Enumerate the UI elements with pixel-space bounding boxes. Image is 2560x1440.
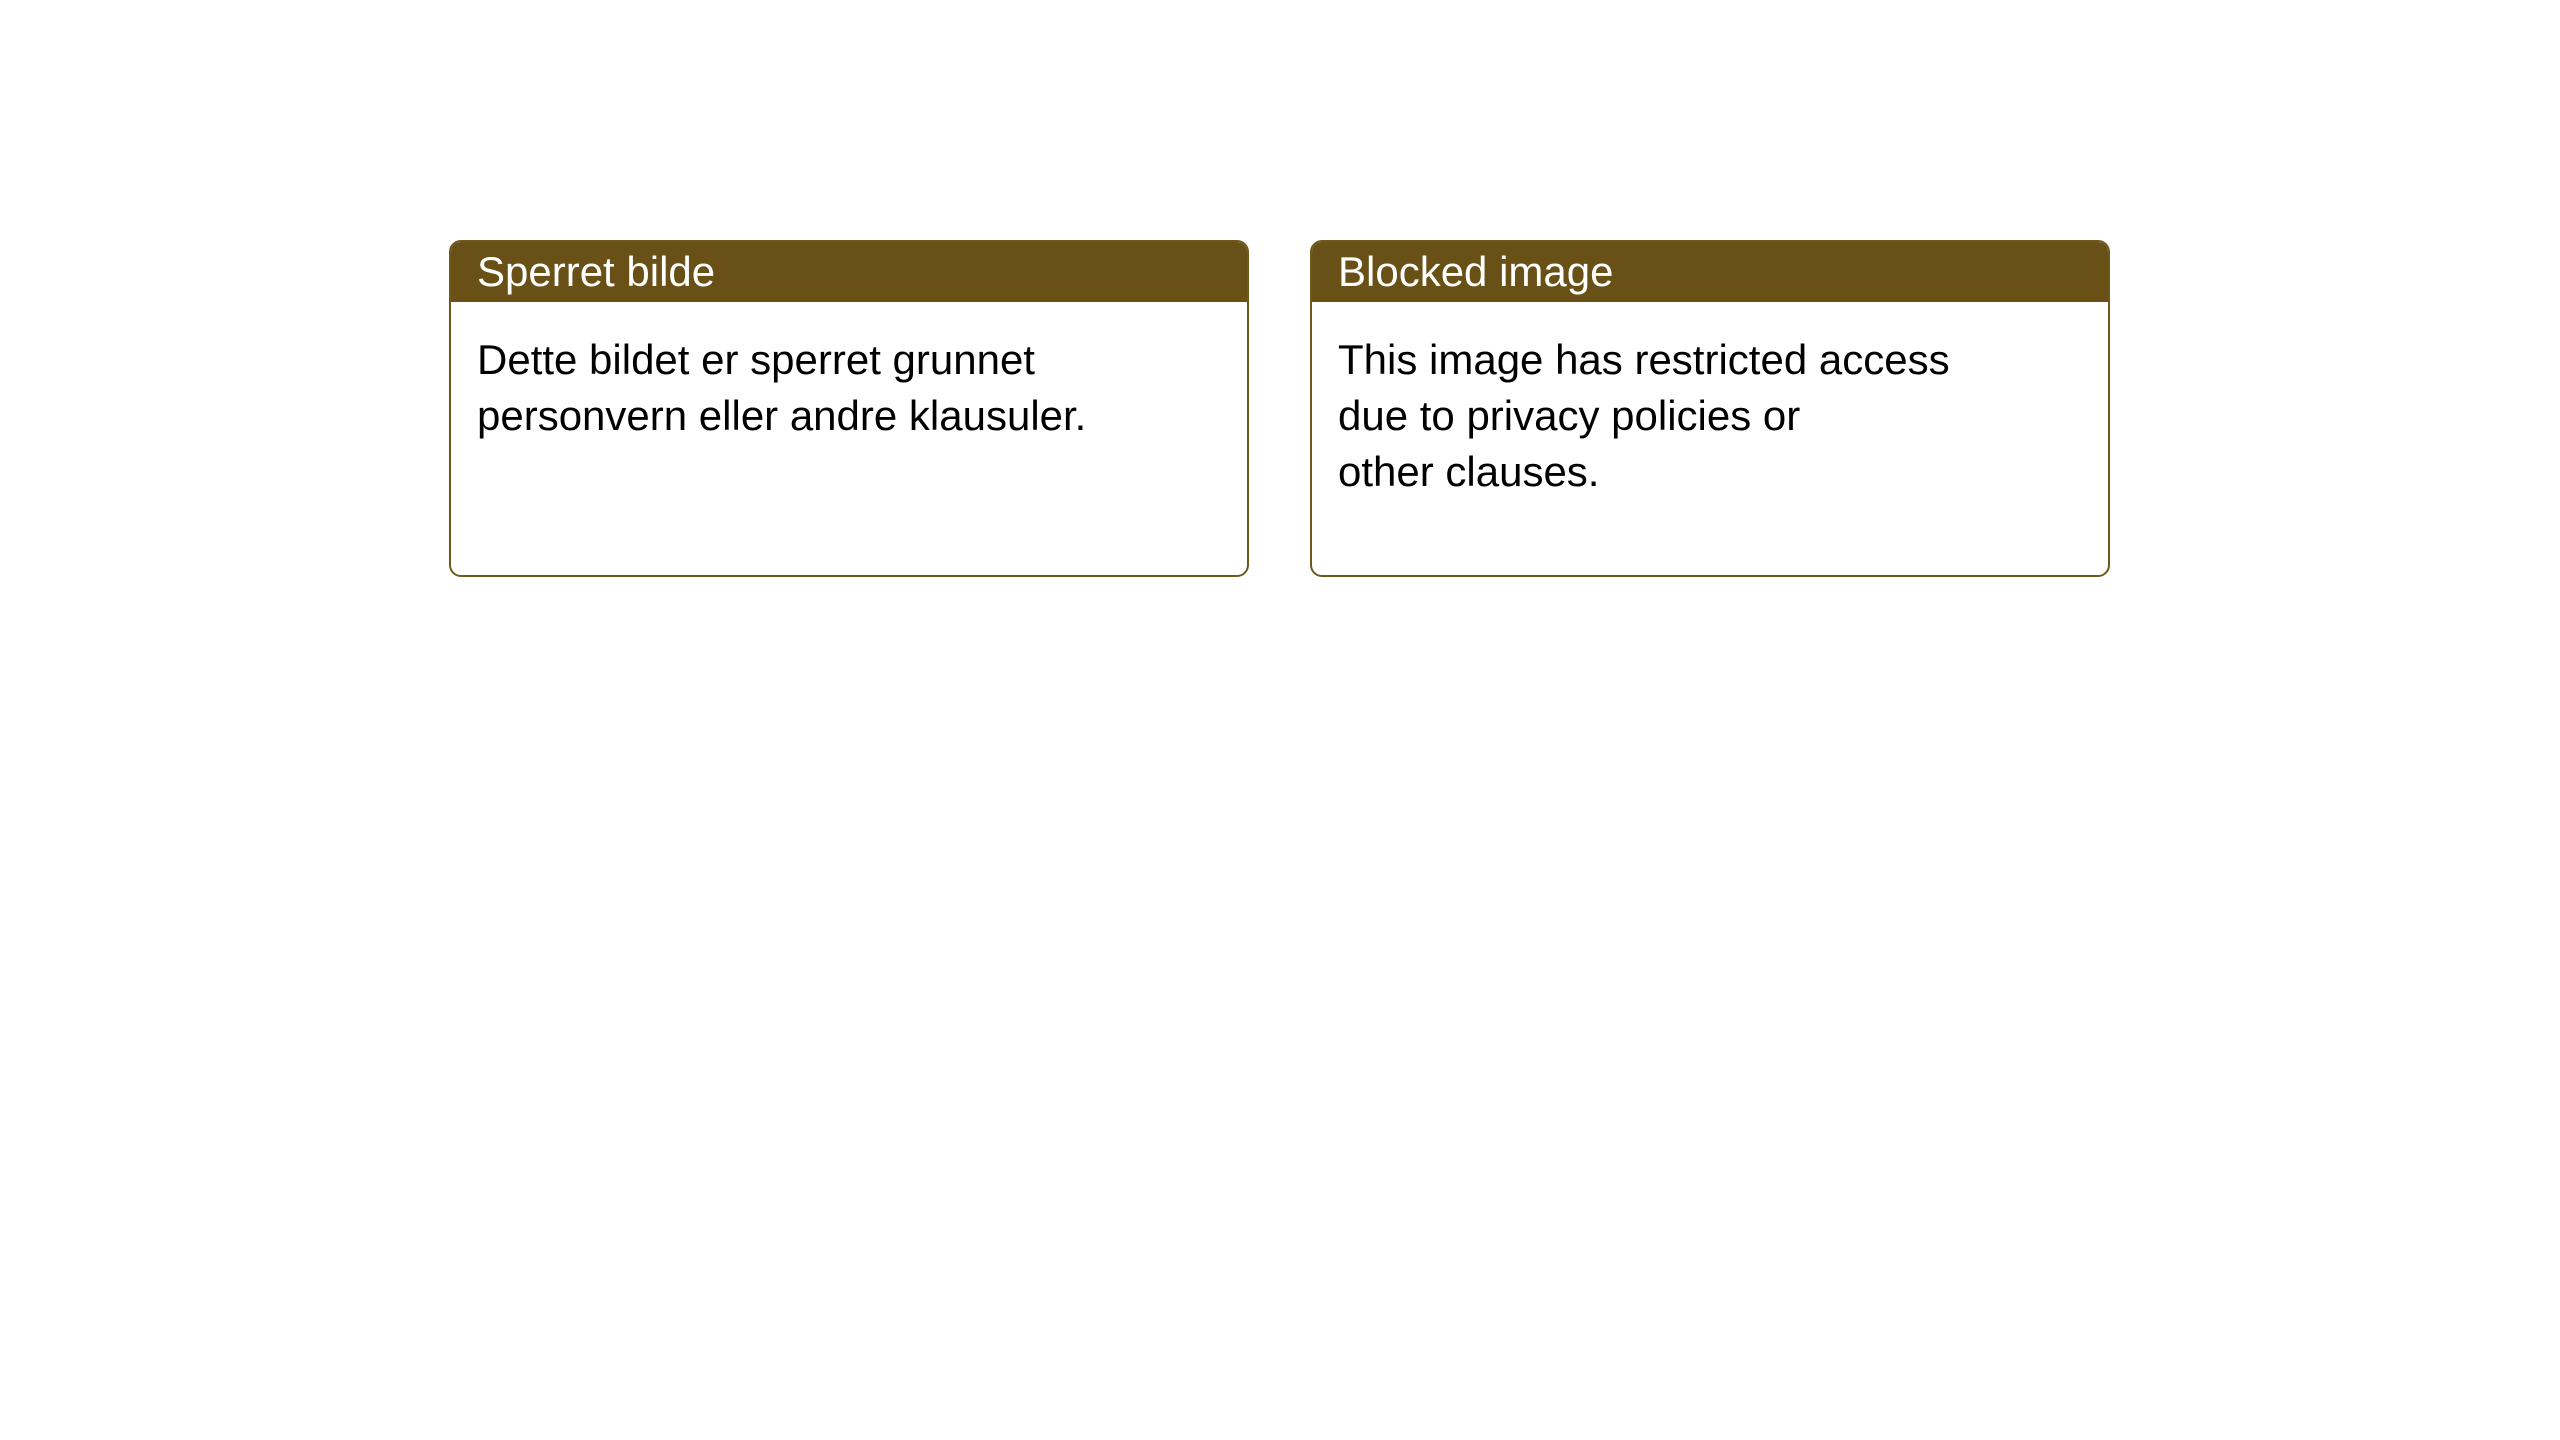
card-body-line: This image has restricted access — [1338, 336, 1950, 383]
card-body-line: Dette bildet er sperret grunnet — [477, 336, 1035, 383]
card-body-line: personvern eller andre klausuler. — [477, 392, 1087, 439]
card-body — [451, 302, 1247, 444]
card-body-line: due to privacy policies or — [1338, 392, 1801, 439]
card-header — [1312, 242, 2108, 302]
blocked-image-card-english — [1310, 240, 2110, 577]
card-body — [1312, 302, 2108, 500]
card-title: Sperret bilde — [477, 248, 716, 295]
card-header — [451, 242, 1247, 302]
card-body-line: other clauses. — [1338, 448, 1600, 495]
blocked-image-card-norwegian — [449, 240, 1249, 577]
card-title: Blocked image — [1338, 248, 1614, 295]
